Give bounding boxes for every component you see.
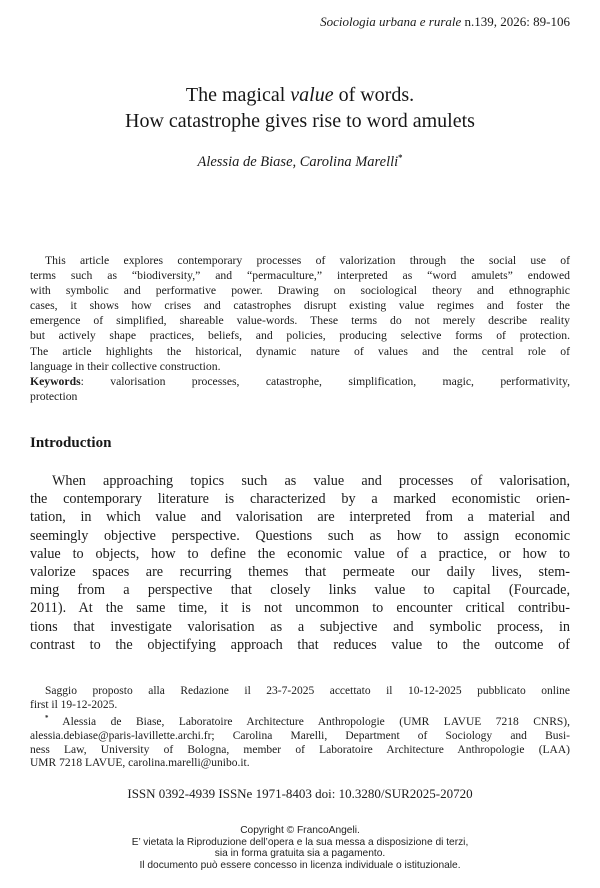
body-line: contrast to the objectifying approach that reduces value to the outcome of [30,636,570,653]
body-line: tation, in which value and valorisation are interpreted from a material and [30,509,570,526]
footnote-note-mark: * [45,715,49,723]
authors-line [0,152,600,171]
journal-title: Sociologia urbana e rurale [320,14,462,29]
body-line: the contemporary literature is characterized by a marked economistic orien- [30,491,570,508]
body-line: tions that investigate valorisation as a subjective and symbolic process, in [30,618,570,635]
article-title-line2: How catastrophe gives rise to word amulets [125,110,475,132]
author-note-mark: * [398,152,403,162]
journal-header [30,14,570,30]
footnote-author-text: Alessia de Biase, Laboratoire Architecture Anthropologie (UMR LAVUE 7218 CNRS), [48,716,570,729]
body-line: seemingly objective perspective. Questions such as how to assign economic [30,527,570,544]
body-line: When approaching topics such as value and processes of valorisation, [52,473,570,489]
title-text-pre: The magical [185,84,291,106]
abstract-line: terms such as “biodiversity,” and “permaculture,” interpreted as “word amulets” endowed [30,269,570,283]
abstract-line: This article explores contemporary processes of valorization through the social use of [45,254,570,267]
abstract-line: with symbolic and performative power. Drawing on sociological theory and ethnographic [30,284,570,298]
abstract [30,253,570,404]
footnote-line: UMR 7218 LAVUE, carolina.marelli@unibo.it. [30,757,250,770]
body-line: valorize spaces are recurring themes that permeate our daily lives, stem- [30,564,570,581]
copyright-line: Il documento può essere concesso in licenza individuale o istituzionale. [139,859,461,871]
title-emphasis: value [290,84,334,106]
copyright-block [0,825,600,871]
footnote-line: ness Law, University of Bologna, member of Laboratoire Architecture Anthropologie (LAA) [30,743,570,756]
author-names: Alessia de Biase, Carolina Marelli [197,153,399,170]
abstract-line: but actively shape practices, beliefs, and policies, producing selective forms of protection. [30,329,570,343]
body-line: ming from a perspective that closely links value to capital (Fourcade, [30,582,570,599]
journal-issue-info: n.139, 2026: 89-106 [461,14,570,29]
abstract-keywords-line2: protection [30,389,78,403]
article-title-line1 [0,82,600,108]
footnote-line: first il 19-12-2025. [30,698,118,711]
footnote-line: alessia.debiase@paris-lavillette.archi.fr; Carolina Marelli, Department of Sociology and Busi- [30,729,570,742]
footnotes [30,685,570,771]
issn-doi-line: ISSN 0392-4939 ISSNe 1971-8403 doi: 10.3280/SUR2025-20720 [127,786,473,801]
copyright-line: E’ vietata la Riproduzione dell’opera e la sua messa a disposizione di terzi, [131,836,469,848]
title-text-post: of words. [333,84,415,106]
keywords-list: : valorisation processes, catastrophe, simplification, magic, performativity, [80,374,570,388]
copyright-line: Copyright © FrancoAngeli. [240,825,360,836]
introduction-paragraph [30,472,570,654]
section-heading-introduction: Introduction [30,435,112,451]
abstract-keywords-line [30,374,570,389]
article-title [0,82,600,134]
abstract-line: language in their collective construction. [30,359,221,373]
abstract-line: The article highlights the historical, dynamic nature of values and the central role of [30,344,570,358]
keywords-label: Keywords [30,374,81,388]
footnote-line: Saggio proposto alla Redazione il 23-7-2025 accettato il 10-12-2025 pubblicato online [45,685,570,697]
abstract-line: emergence of simplified, shareable value-words. These terms do not merely describe reality [30,314,570,328]
copyright-line: sia in forma gratuita sia a pagamento. [214,848,386,859]
body-line: 2011). At the same time, it is not uncommon to encounter critical contribu- [30,600,570,617]
footnote-author-line [30,712,570,730]
body-line: value to objects, how to define the economic value of a practice, or how to [30,545,570,562]
abstract-line: cases, it shows how crises and catastrophes disrupt existing value regimes and foster the [30,299,570,313]
